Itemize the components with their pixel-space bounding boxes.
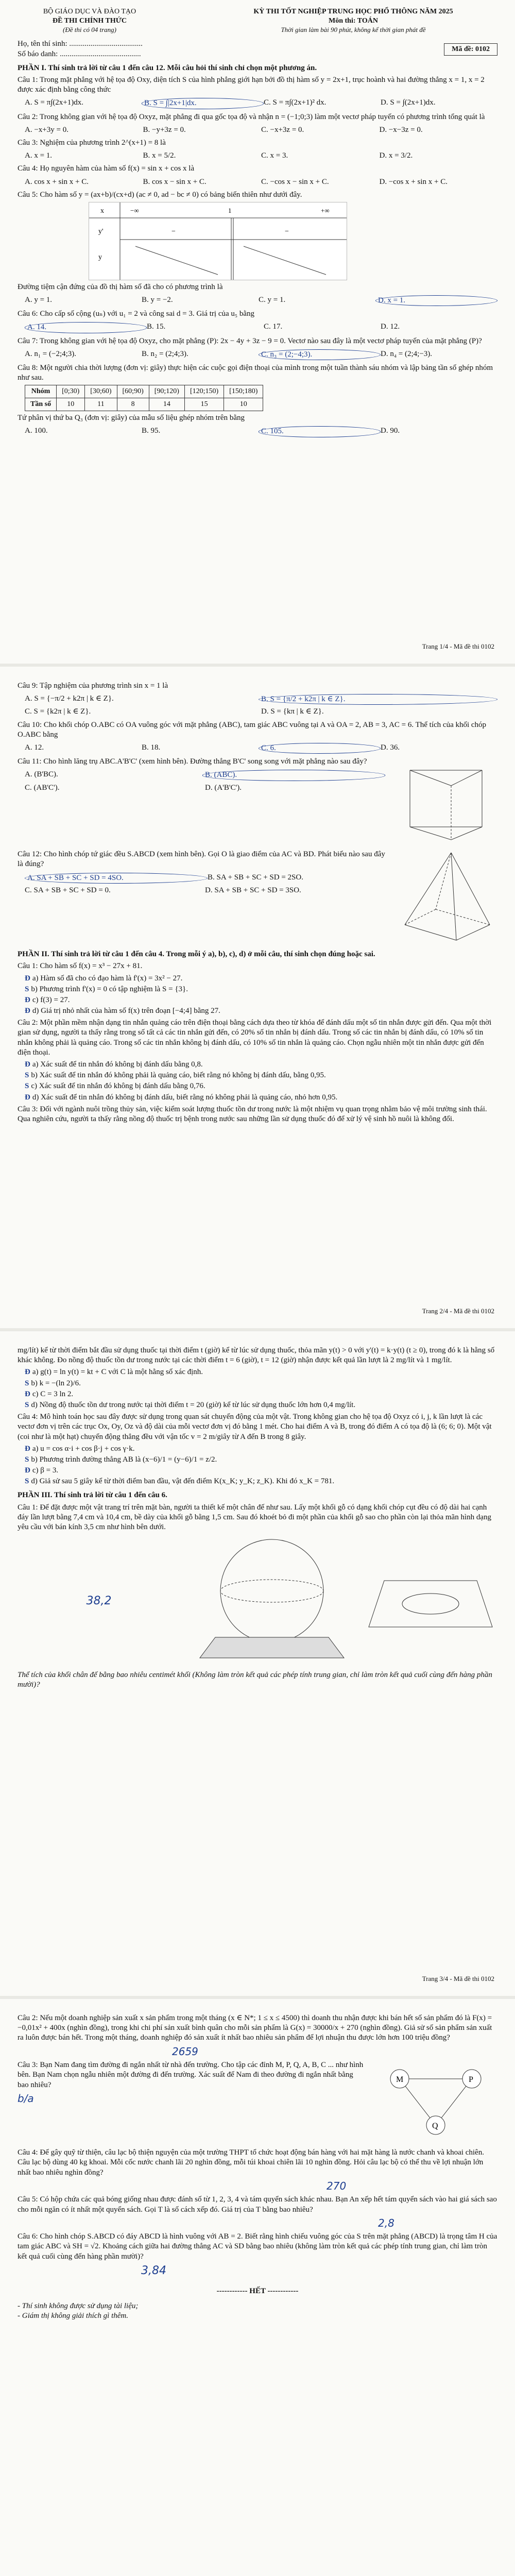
statement: [18, 1400, 497, 1410]
statement: [18, 1444, 497, 1454]
statement-text: b) k = −(ln 2)/6.: [31, 1379, 81, 1387]
option: A. 12.: [25, 743, 44, 752]
option: C. S = π∫(2x+1)² dx.: [264, 98, 327, 107]
frustum-figure: [364, 1550, 497, 1653]
exam-header: [18, 7, 497, 34]
statement-text: a) u = cos α·i + cos β·j + cos γ·k.: [32, 1444, 135, 1453]
option: D. 36.: [381, 743, 400, 752]
svg-text:1: 1: [228, 206, 232, 214]
note: - Thí sinh không được sử dụng tài liệu;: [18, 2302, 139, 2311]
question-7-options: [18, 348, 497, 361]
option: A. n₁ = (−2;4;3).: [25, 349, 77, 358]
table-row: [25, 398, 263, 411]
statement: [18, 1455, 497, 1465]
statement: [18, 1081, 497, 1091]
question-5: Câu 5: Cho hàm số y = (ax+b)/(cx+d) (ac ≠ 0, ad − bc ≠ 0) có bảng biến thiên như dưới đây.: [18, 190, 302, 199]
tf-question-3-cont: mg/lít) kể từ thời điểm bắt đầu sử dụng thuốc tại thời điểm t (giờ) kể từ lúc sử dụng thuốc, thỏa mãn y(t) > 0 với y'(t) = k·y(t) (t ≥ 0), trong đó k là hằng số khác không. Đo nồng độ thuốc tồn dư trong nước tại các thời điểm t = 6 (giờ), t = 12 (giờ) nhận được kết quả lần lượt là 2 mg/lít và 1 mg/lít.: [18, 1346, 495, 1365]
svg-text:−∞: −∞: [130, 206, 139, 214]
subject-label: Môn thi: TOÁN: [329, 16, 378, 25]
question-4: Câu 4: Họ nguyên hàm của hàm số f(x) = sin x + cos x là: [18, 164, 195, 173]
table-cell: Nhóm: [25, 385, 57, 398]
answer-mark: Đ: [25, 1444, 30, 1453]
short-question-5: Câu 5: Có hộp chứa các quả bóng giống nhau được đánh số từ 1, 2, 3, 4 và tám quyển sách khác nhau. Bạn An xếp hết tám quyển sách vào hai giá sách sao cho mỗi ngăn có ít nhất một quyển sách. Gọi T là số cách xếp đó. Giá trị của T bằng bao nhiêu?: [18, 2195, 497, 2214]
option: B. −y+3z = 0.: [143, 125, 186, 134]
question-12-options: [18, 872, 385, 885]
table-cell: 11: [85, 398, 117, 411]
statement: [18, 1389, 497, 1399]
option: A. SA + SB + SC + SD = 4SO.: [25, 873, 208, 884]
table-cell: [0;30): [57, 385, 85, 398]
tf-question-3: Câu 3: Đối với ngành nuôi trồng thủy sản, việc kiểm soát lượng thuốc tồn dư trong nước là một nhiệm vụ quan trọng nhằm bảo vệ môi trường sinh thái. Qua nghiên cứu, người ta thấy rằng nồng độ thuốc trị bệnh trong nước sau những lần sử dụng thuốc đó để xử lý vệ sinh hồ nuôi là không đổi.: [18, 1105, 487, 1123]
table-row: [25, 385, 263, 398]
option: D. S = {kπ | k ∈ Z}.: [261, 707, 324, 716]
statement-text: d) Giá trị nhỏ nhất của hàm số f(x) trên đoạn [−4;4] bằng 27.: [32, 1007, 220, 1015]
answer-mark: Đ: [25, 1007, 30, 1015]
answer-mark: Đ: [25, 1368, 30, 1377]
exam-code: Mã đề: 0102: [444, 43, 497, 56]
option: C. x = 3.: [261, 151, 288, 160]
statement-text: b) Phương trình f'(x) = 0 có tập nghiệm là S = {3}.: [31, 985, 188, 993]
part-1-title: PHẦN I. Thí sinh trả lời từ câu 1 đến câu 12. Mỗi câu hỏi thí sinh chỉ chọn một phương án.: [18, 63, 317, 72]
option: D. 90.: [381, 427, 400, 435]
graph-node-label: Q: [432, 2122, 438, 2131]
option: C. 17.: [264, 323, 283, 331]
option: C. (AB'C').: [25, 783, 60, 792]
statement-text: c) Xác suất để tin nhắn đó không bị đánh dấu bằng 0,76.: [31, 1082, 205, 1091]
table-cell: 14: [149, 398, 184, 411]
option: D. n₄ = (2;4;−3).: [381, 349, 433, 358]
option: A. (B'BC).: [25, 770, 58, 779]
option: B. n₂ = (2;4;3).: [142, 349, 188, 358]
statement-text: c) C = 3 ln 2.: [32, 1389, 74, 1398]
statement: [18, 1006, 497, 1016]
option: C. n₃ = (2;−4;3).: [259, 349, 381, 360]
option: D. S = ∫(2x+1)dx.: [381, 98, 436, 107]
option: B. y = −2.: [142, 296, 173, 304]
table-cell: 10: [57, 398, 85, 411]
tf-question-1: Câu 1: Cho hàm số f(x) = x³ − 27x + 81.: [18, 962, 143, 971]
answer-mark: Đ: [25, 1389, 30, 1398]
answer-mark: Đ: [25, 1466, 30, 1475]
page-4: [0, 1996, 515, 2576]
option: C. −cos x − sin x + C.: [261, 177, 329, 186]
table-cell: Tần số: [25, 398, 57, 411]
table-cell: [60;90): [117, 385, 149, 398]
handwritten-answer: 38,2: [86, 1595, 112, 1608]
graph-node-label: M: [396, 2075, 404, 2084]
answer-mark: S: [25, 1477, 29, 1486]
question-2: Câu 2: Trong không gian với hệ tọa độ Oxyz, mặt phẳng đi qua gốc tọa độ và nhận n = (−1;0;3) làm một vectơ pháp tuyến có phương trình tổng quát là: [18, 112, 485, 121]
option: A. −x+3y = 0.: [25, 125, 68, 134]
question-8-options: [18, 425, 497, 438]
option: C. SA + SB + SC + SD = 0.: [25, 886, 111, 894]
question-11-options-2: [18, 782, 385, 794]
end-marker: ------------ HẾT ------------: [216, 2287, 299, 2295]
short-question-6: Câu 6: Cho hình chóp S.ABCD có đáy ABCD là hình vuông với AB = 2. Biết rằng hình chiếu vuông góc của S trên mặt phẳng (ABCD) là trọng tâm H của tam giác ABC và SH = √2. Khoảng cách giữa hai đường thẳng AC và SD bằng bao nhiêu (không làm tròn kết quả các phép tính trung gian, chỉ làm tròn kết quả cuối cùng đến hàng phần mười)?: [18, 2232, 497, 2261]
statement-text: c) β = 3.: [32, 1466, 59, 1475]
option: A. x = 1.: [25, 151, 53, 160]
statement: [18, 1071, 497, 1080]
id-field: Số báo danh: ..........................................: [18, 49, 141, 58]
page-1: [0, 0, 515, 664]
variation-table-figure: [89, 202, 347, 280]
question-8: Câu 8: Một người chia thời lượng (đơn vị: giây) thực hiện các cuộc gọi điện thoại của mình trong một tuần thành sáu nhóm và lập bảng tần số ghép nhóm như sau.: [18, 364, 493, 382]
statement: [18, 1379, 497, 1388]
table-cell: [150;180): [224, 385, 263, 398]
option: D. 12.: [381, 323, 400, 331]
table-cell: [30;60): [85, 385, 117, 398]
table-cell: 10: [224, 398, 263, 411]
svg-text:+∞: +∞: [321, 206, 330, 214]
page-3: [0, 1328, 515, 1996]
question-3: Câu 3: Nghiệm của phương trình 2^(x+1) = 8 là: [18, 138, 166, 147]
answer-mark: S: [25, 1379, 29, 1387]
question-1: Câu 1: Trong mặt phẳng với hệ tọa độ Oxy, diện tích S của hình phẳng giới hạn bởi đồ thị hàm số y = 2x+1, trục hoành và hai đường thẳng x = 1, x = 2 được xác định bằng công thức: [18, 76, 485, 94]
option: B. 95.: [142, 427, 161, 435]
question-11: Câu 11: Cho hình lăng trụ ABC.A'B'C' (xem hình bên). Đường thẳng B'C' song song với mặt phẳng nào sau đây?: [18, 757, 367, 766]
frequency-table: [25, 385, 263, 411]
question-4-options: [18, 176, 497, 188]
statement: [18, 1093, 497, 1103]
svg-text:x: x: [100, 207, 104, 215]
question-10: Câu 10: Cho khối chóp O.ABC có OA vuông góc với mặt phẳng (ABC), tam giác ABC vuông tại A và OA = 2, AB = 3, AC = 6. Thể tích của khối chóp O.ABC bằng: [18, 720, 487, 739]
statement-text: a) g(t) = ln y(t) = kt + C với C là một hằng số xác định.: [32, 1368, 203, 1377]
short-question-4: Câu 4: Để gây quỹ từ thiện, câu lạc bộ thiện nguyện của một trường THPT tổ chức hoạt động bán hàng với hai mặt hàng là nước chanh và khoai chiên. Câu lạc bộ dùng 40 kg khoai. Mỗi cốc nước chanh lãi 20 nghìn đồng, mỗi túi khoai chiên lãi 10 nghìn đồng. Hỏi câu lạc bộ có thể thu về lợi nhuận lớn nhất bao nhiêu nghìn đồng?: [18, 2148, 484, 2177]
question-5-prompt: Đường tiệm cận đứng của đồ thị hàm số đã cho có phương trình là: [18, 282, 223, 291]
option: A. S = {−π/2 + k2π | k ∈ Z}.: [25, 694, 114, 703]
option: C. 6.: [259, 743, 381, 754]
pages-note: (Đề thi có 04 trang): [63, 25, 116, 33]
page-footer: Trang 2/4 - Mã đề thi 0102: [422, 1307, 494, 1315]
question-3-options: [18, 150, 497, 162]
statement-text: c) f(3) = 27.: [32, 995, 70, 1004]
option: D. −cos x + sin x + C.: [379, 177, 448, 186]
option: D. x = 3/2.: [379, 151, 413, 160]
option: A. cos x + sin x + C.: [25, 177, 89, 186]
question-1-options: [18, 97, 497, 110]
short-question-2: Câu 2: Nếu một doanh nghiệp sản xuất x sản phẩm trong một tháng (x ∈ N*; 1 ≤ x ≤ 4500) thì doanh thu nhận được khi bán hết số sản phẩm đó là F(x) = −0,01x² + 400x (nghìn đồng), trong khi chi phí sản xuất bình quân cho mỗi sản phẩm là G(x) = 30000/x + 270 (nghìn đồng). Giả sử số sản phẩm sản xuất ra luôn được bán hết. Trong một tháng, doanh nghiệp đó sản xuất ít nhất bao nhiêu sản phẩm để lợi nhuận thu được lớn hơn 100 triệu đồng?: [18, 2014, 492, 2042]
option: B. (ABC).: [202, 770, 385, 781]
handwritten-answer: 270: [327, 2179, 347, 2192]
answer-mark: Đ: [25, 974, 30, 982]
graph-figure: [374, 2058, 497, 2146]
option: C. −x+3z = 0.: [261, 125, 304, 134]
question-11-options: [18, 769, 385, 782]
statement-text: d) Nồng độ thuốc tồn dư trong nước tại thời điểm t = 20 (giờ) kể từ lúc sử dụng thuốc lớn hơn 0,4 mg/lít.: [31, 1400, 356, 1409]
option: B. 18.: [142, 743, 161, 752]
question-2-options: [18, 124, 497, 136]
answer-mark: S: [25, 1071, 29, 1080]
question-12: Câu 12: Cho hình chóp tứ giác đều S.ABCD (xem hình bên). Gọi O là giao điểm của AC và BD. Phát biểu nào sau đây là đúng?: [18, 850, 385, 869]
answer-mark: Đ: [25, 1093, 30, 1101]
handwritten-answer: 3,84: [141, 2264, 166, 2277]
answer-mark: Đ: [25, 995, 30, 1004]
svg-text:−: −: [171, 227, 176, 235]
page-footer: Trang 3/4 - Mã đề thi 0102: [422, 1975, 494, 1983]
stand-figure: [190, 1534, 354, 1668]
option: A. S = π∫(2x+1)dx.: [25, 98, 84, 107]
statement: [18, 1367, 497, 1377]
part-2-title: PHẦN II. Thí sinh trả lời từ câu 1 đến câu 4. Trong mỗi ý a), b), c), d) ở mỗi câu, thí sinh chọn đúng hoặc sai.: [18, 950, 375, 959]
table-cell: [90;120): [149, 385, 184, 398]
exam-title: KỲ THI TỐT NGHIỆP TRUNG HỌC PHỔ THÔNG NĂM 2025: [253, 8, 453, 15]
handwritten-answer: b/a: [18, 2092, 34, 2105]
statement: [18, 974, 497, 984]
svg-text:y: y: [98, 253, 102, 261]
statement: [18, 1477, 497, 1486]
answer-mark: S: [25, 985, 29, 993]
page-footer: Trang 1/4 - Mã đề thi 0102: [422, 642, 494, 651]
short-question-1: Câu 1: Để đặt được một vật trang trí trên mặt bàn, người ta thiết kế một chân đế như sau. Lấy một khối gỗ có dạng khối chóp cụt đều có độ dài hai cạnh đáy lần lượt bằng 7,4 cm và 10,4 cm, bề dày của khối gỗ bằng 1,5 cm. Sau đó khoét bỏ đi một phần của khối gỗ sao cho phần còn lại thỏa mãn hình dạng yêu cầu với bán kính 3,5 cm như hình bên dưới.: [18, 1503, 492, 1531]
option: A. 14.: [25, 322, 147, 333]
statement-text: a) Xác suất để tin nhắn đó không bị đánh dấu bằng 0,8.: [32, 1060, 203, 1069]
pyramid-figure: [394, 848, 497, 945]
answer-mark: S: [25, 1455, 29, 1464]
option: B. S = {π/2 + k2π | k ∈ Z}.: [259, 694, 497, 705]
option: A. y = 1.: [25, 296, 53, 304]
option: D. (A'B'C').: [205, 783, 242, 792]
tf-question-2: Câu 2: Một phần mềm nhận dạng tin nhắn quảng cáo trên điện thoại bằng cách dựa theo từ khóa để đánh dấu một số tin nhắn được gửi đến. Qua một thời gian sử dụng, người ta thấy rằng trong số tất cả các tin nhắn gửi đến, có 20% số tin nhắn bị đánh dấu. Trong số các tin nhắn bị đánh dấu, có 10% số tin nhắn không phải là quảng cáo. Trong số các tin nhắn không bị đánh dấu, có 10% số tin nhắn là quảng cáo. Chọn ngẫu nhiên một tin nhắn được gửi đến điện thoại.: [18, 1019, 492, 1057]
tf-question-4: Câu 4: Mô hình toán học sau đây được sử dụng trong quan sát chuyển động của một vật. Trong không gian cho hệ tọa độ Oxyz có i, j, k lần lượt là các vectơ đơn vị trên các trục Ox, Oy, Oz và độ dài của mỗi vectơ đơn vị đó bằng 1 mét. Cho hai điểm A và B, trong đó điểm A có tọa độ là (6; 6; 0). Một vật (coi như là một hạt) chuyển động thẳng đều với vận tốc v = 2 m/giây từ A đến B trong 8 giây.: [18, 1413, 492, 1441]
svg-text:−: −: [285, 227, 289, 235]
answer-mark: S: [25, 1400, 29, 1409]
question-8-prompt: Tứ phân vị thứ ba Q₃ (đơn vị: giây) của mẫu số liệu ghép nhóm trên bằng: [18, 414, 245, 422]
short-question-3: Câu 3: Bạn Nam đang tìm đường đi ngắn nhất từ nhà đến trường. Cho tập các đỉnh M, P, Q, A, B, C ... như hình bên. Bạn Nam chọn ngẫu nhiên một đường đi đến trường. Xác suất để Nam đi theo đường đi ngắn nhất bằng bao nhiêu?: [18, 2061, 364, 2089]
graph-node-label: P: [469, 2075, 473, 2084]
table-cell: [120;150): [184, 385, 224, 398]
statement: [18, 1060, 497, 1070]
option: C. S = {k2π | k ∈ Z}.: [25, 707, 91, 716]
statement-text: b) Xác suất để tin nhắn đó không phải là quảng cáo, biết rằng nó không bị đánh dấu, bằng 0,95.: [31, 1071, 326, 1080]
option: B. S = ∫|2x+1|dx.: [142, 98, 264, 109]
statement: [18, 995, 497, 1005]
question-7: Câu 7: Trong không gian với hệ tọa độ Oxyz, cho mặt phẳng (P): 2x − 4y + 3z − 9 = 0. Vectơ nào sau đây là một vectơ pháp tuyến của mặt phẳng (P)?: [18, 336, 482, 345]
note: - Giám thị không giải thích gì thêm.: [18, 2312, 128, 2320]
option: A. 100.: [25, 427, 48, 435]
statement: [18, 1466, 497, 1476]
question-12-options-2: [18, 885, 385, 896]
svg-text:y': y': [98, 227, 104, 235]
answer-mark: Đ: [25, 1060, 30, 1069]
option: B. x = 5/2.: [143, 151, 176, 160]
option: B. SA + SB + SC + SD = 2SO.: [208, 873, 303, 882]
short-question-1-prompt: Thể tích của khối chân đế bằng bao nhiêu centimét khối (Không làm tròn kết quả các phép tính trung gian, chỉ làm tròn kết quả cuối cùng đến hàng phần mười)?: [18, 1671, 492, 1689]
page-2: [0, 664, 515, 1328]
option: D. SA + SB + SC + SD = 3SO.: [205, 886, 301, 894]
part-3-title: PHẦN III. Thí sinh trả lời từ câu 1 đến câu 6.: [18, 1491, 167, 1500]
table-cell: 8: [117, 398, 149, 411]
handwritten-answer: 2659: [172, 2045, 198, 2058]
option: C. y = 1.: [259, 296, 286, 304]
handwritten-answer: 2,8: [378, 2216, 394, 2229]
statement-text: b) Phương trình đường thẳng AB là (x−6)/1 = (y−6)/1 = z/2.: [31, 1455, 217, 1464]
question-9: Câu 9: Tập nghiệm của phương trình sin x = 1 là: [18, 682, 168, 690]
option: B. 15.: [147, 323, 166, 331]
question-9-options: [18, 693, 497, 706]
time-label: Thời gian làm bài 90 phút, không kể thời gian phát đề: [281, 25, 426, 33]
name-field: Họ, tên thí sinh: ......................................: [18, 40, 143, 48]
option: D. −x−3z = 0.: [379, 125, 423, 134]
answer-mark: S: [25, 1082, 29, 1091]
official-label: ĐỀ THI CHÍNH THỨC: [52, 16, 127, 25]
question-9-options-2: [18, 706, 497, 718]
prism-figure: [394, 755, 497, 842]
statement-text: a) Hàm số đã cho có đạo hàm là f'(x) = 3x² − 27.: [32, 974, 183, 982]
option: C. 105.: [259, 426, 381, 437]
statement-text: d) Xác suất để tin nhắn đó không bị đánh dấu, biết rằng nó không phải là quảng cáo, nhỏ hơn 0,95.: [32, 1093, 338, 1101]
question-5-options: [18, 294, 497, 307]
statement-text: d) Giả sử sau 5 giây kể từ thời điểm ban đầu, vật đến điểm K(x_K; y_K; z_K). Khi đó x_K = 781.: [31, 1477, 335, 1486]
question-6-options: [18, 321, 497, 334]
option: B. cos x − sin x + C.: [143, 177, 207, 186]
ministry-name: BỘ GIÁO DỤC VÀ ĐÀO TẠO: [43, 8, 136, 15]
statement: [18, 985, 497, 994]
question-10-options: [18, 742, 497, 755]
table-cell: 15: [184, 398, 224, 411]
option: D. x = 1.: [375, 295, 497, 306]
candidate-info: [18, 39, 497, 59]
question-6: Câu 6: Cho cấp số cộng (uₙ) với u₁ = 2 và công sai d = 3. Giá trị của u₅ bằng: [18, 310, 255, 318]
